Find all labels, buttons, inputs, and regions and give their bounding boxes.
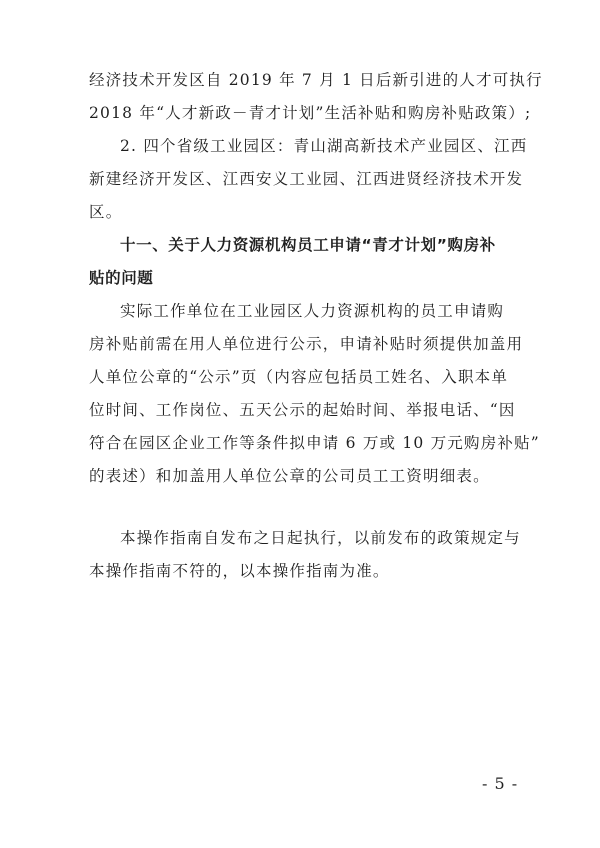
- body-line-3: 2. 四个省级工业园区：青山湖高新技术产业园区、江西: [120, 137, 528, 155]
- paragraph-line-3: 人单位公章的“公示”页（内容应包括员工姓名、入职本单: [89, 368, 509, 386]
- section-heading-line-2: 贴的问题: [89, 269, 154, 287]
- paragraph-line-2: 房补贴前需在用人单位进行公示，申请补贴时须提供加盖用: [89, 335, 524, 353]
- paragraph-line-5: 符合在园区企业工作等条件拟申请 6 万或 10 万元购房补贴”: [89, 434, 540, 452]
- document-body: [89, 64, 543, 588]
- body-line-2: 2018 年“人才新政－青才计划”生活补贴和购房补贴政策）;: [89, 104, 532, 122]
- paragraph-line-6: 的表述）和加盖用人单位公章的公司员工工资明细表。: [89, 467, 490, 485]
- body-line-5: 区。: [89, 203, 123, 221]
- body-line-4: 新建经济开发区、江西安义工业园、江西进贤经济技术开发: [89, 170, 524, 188]
- page-number: - 5 -: [482, 774, 519, 793]
- paragraph-gap: [89, 493, 519, 522]
- paragraph-line-4: 位时间、工作岗位、五天公示的起始时间、举报电话、“因: [89, 401, 516, 419]
- paragraph-line-1: 实际工作单位在工业园区人力资源机构的员工申请购: [120, 302, 505, 320]
- body-line-1: 经济技术开发区自 2019 年 7 月 1 日后新引进的人才可执行: [89, 71, 543, 89]
- closing-line-2: 本操作指南不符的，以本操作指南为准。: [89, 562, 390, 580]
- section-heading-line-1: 十一、关于人力资源机构员工申请“青才计划”购房补: [120, 236, 496, 254]
- closing-line-1: 本操作指南自发布之日起执行，以前发布的政策规定与: [120, 529, 521, 547]
